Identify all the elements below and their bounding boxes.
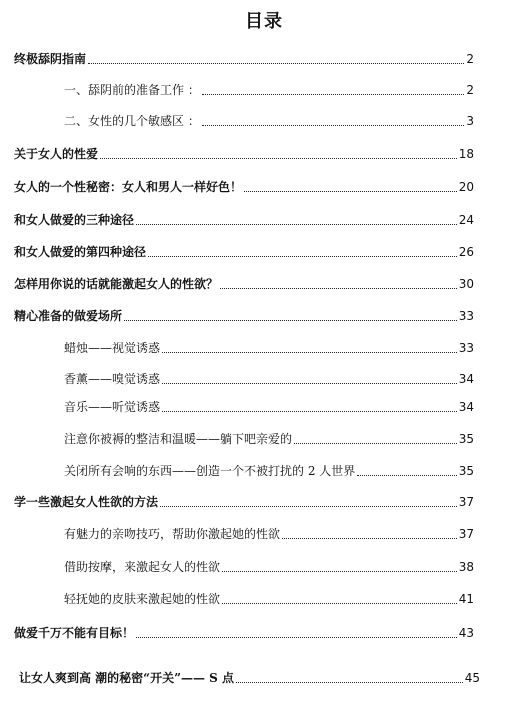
toc-page-number: 35: [458, 432, 474, 446]
toc-page-number: 2: [466, 52, 474, 66]
toc-leader: [357, 475, 456, 476]
toc-entry-label: 做爱千万不能有目标！: [14, 626, 135, 640]
toc-entry[interactable]: [64, 398, 474, 416]
toc-entry-label: 借助按摩，来激起女人的性欲: [64, 560, 221, 574]
toc-entry[interactable]: [64, 462, 474, 480]
toc-leader: [294, 443, 457, 444]
toc-page-number: 20: [458, 180, 474, 194]
toc-entry-label: 二、女性的几个敏感区 ：: [64, 114, 200, 128]
toc-page-number: 45: [464, 671, 480, 685]
toc-entry-label: 关于女人的性爱: [14, 147, 99, 161]
toc-leader: [222, 603, 457, 604]
toc-leader: [124, 320, 457, 321]
toc-leader: [282, 538, 457, 539]
toc-leader: [244, 191, 457, 192]
toc-entry-label: 注意你被褥的整洁和温暖——躺下吧亲爱的: [64, 432, 293, 446]
toc-entry-label: 女人的一个性秘密：女人和男人一样好色！: [14, 180, 243, 194]
toc-page-number: 30: [458, 277, 474, 291]
toc-entry-label: 香薰——嗅觉诱惑: [64, 372, 161, 386]
toc-leader: [222, 571, 457, 572]
toc-entry[interactable]: [64, 81, 474, 99]
toc-entry[interactable]: [14, 178, 474, 196]
toc-page-number: 34: [458, 400, 474, 414]
toc-entry[interactable]: [14, 211, 474, 229]
toc-entry-label: 怎样用你说的话就能激起女人的性欲？: [14, 277, 219, 291]
toc-entry[interactable]: [14, 493, 474, 511]
toc-entry[interactable]: [64, 370, 474, 388]
toc-entry-label: 精心准备的做爱场所: [14, 309, 123, 323]
toc-entry[interactable]: [14, 50, 474, 68]
toc-entry-label: 学一些激起女人性欲的方法: [14, 495, 159, 509]
toc-entry-label: 音乐——听觉诱惑: [64, 400, 161, 414]
toc-page-number: 26: [458, 245, 474, 259]
toc-page-number: 41: [458, 592, 474, 606]
toc-page-number: 24: [458, 213, 474, 227]
toc-page-number: 38: [458, 560, 474, 574]
toc-entry-label: 终极舔阴指南: [14, 52, 87, 66]
toc-entry[interactable]: [19, 669, 480, 687]
toc-entry[interactable]: [14, 145, 474, 163]
toc-leader: [160, 506, 457, 507]
toc-page-number: 33: [458, 309, 474, 323]
toc-entry-label: 蜡烛——视觉诱惑: [64, 341, 161, 355]
toc-entry[interactable]: [64, 339, 474, 357]
toc-entry[interactable]: [64, 525, 474, 543]
toc-page-number: 37: [458, 495, 474, 509]
toc-leader: [220, 288, 457, 289]
toc-entry[interactable]: [64, 430, 474, 448]
toc-leader: [100, 158, 457, 159]
toc-title: 目录: [245, 11, 283, 32]
toc-leader: [88, 63, 464, 64]
toc-page-number: 43: [458, 626, 474, 640]
toc-page-number: 2: [466, 83, 474, 97]
toc-entry-label: 和女人做爱的三种途径: [14, 213, 135, 227]
toc-leader: [136, 637, 457, 638]
toc-entry-label: 一、舔阴前的准备工作 ：: [64, 83, 200, 97]
toc-entry-label: 关闭所有会响的东西——创造一个不被打扰的 2 人世界: [64, 464, 356, 478]
toc-entry[interactable]: [14, 275, 474, 293]
toc-page-number: 34: [458, 372, 474, 386]
toc-entry-label: 轻抚她的皮肤来激起她的性欲: [64, 592, 221, 606]
toc-entry[interactable]: [14, 307, 474, 325]
toc-leader: [202, 125, 465, 126]
toc-entry[interactable]: [64, 590, 474, 608]
toc-page-number: 33: [458, 341, 474, 355]
toc-entry[interactable]: [14, 243, 474, 261]
toc-leader: [162, 383, 457, 384]
toc-entry[interactable]: [64, 112, 474, 130]
toc-page-number: 35: [458, 464, 474, 478]
toc-leader: [162, 352, 457, 353]
toc-leader: [148, 256, 457, 257]
toc-leader: [202, 94, 465, 95]
toc-entry-label: 和女人做爱的第四种途径: [14, 245, 147, 259]
toc-page-number: 3: [466, 114, 474, 128]
toc-entry[interactable]: [64, 558, 474, 576]
toc-entry[interactable]: [14, 624, 474, 642]
toc-leader: [162, 411, 457, 412]
toc-entry-label: 让女人爽到高 潮的秘密“开关”—— S 点: [19, 671, 235, 685]
toc-leader: [236, 682, 463, 683]
toc-page-number: 18: [458, 147, 474, 161]
toc-leader: [136, 224, 457, 225]
toc-entry-label: 有魅力的亲吻技巧，帮助你激起她的性欲: [64, 527, 281, 541]
toc-page-number: 37: [458, 527, 474, 541]
